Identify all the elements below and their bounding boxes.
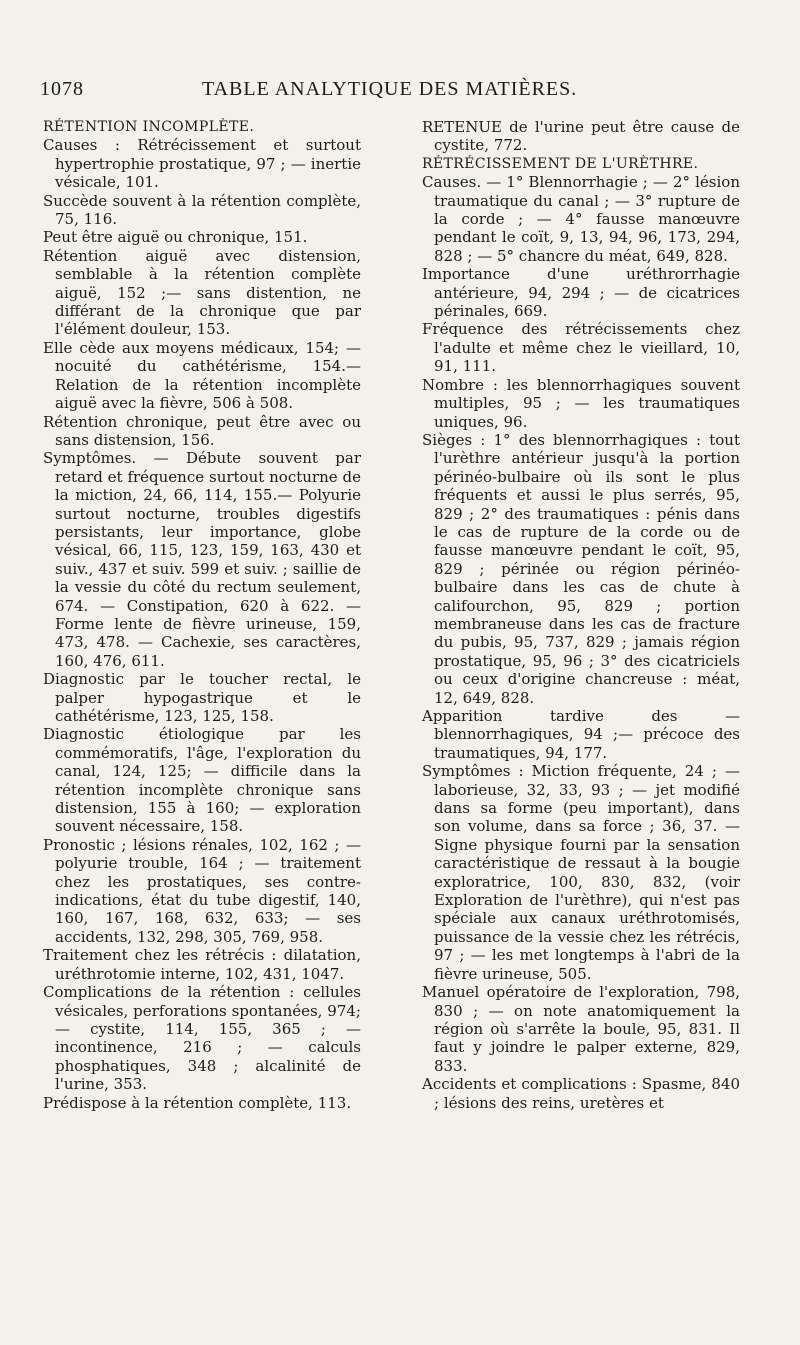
index-entry: Peut être aiguë ou chronique, 151. — [43, 228, 308, 247]
index-heading: RÉTENTION INCOMPLÈTE. — [43, 119, 255, 135]
index-entry: Symptômes. — Débute souvent par retard et fréquence surtout nocturne de la miction, 24, 66, 114, 155.— Polyurie surtout nocturne, troubles digestifs persistants, leur importance, globe vésical, 66, 115, 123, 159, 163, 430 et suiv., 437 et suiv. 599 et suiv. ; saillie de la vessie du côté du rectum seulement, 674. — Constipation, 620 à 622. — Forme lente de fièvre urineuse, 159, 473, 478. — Cachexie, ses caractères, 160, 476, 611. — [43, 449, 361, 670]
index-entry: Rétention aiguë avec distension, semblable à la rétention complète aiguë, 152 ;— sans distention, ne différant de la chronique que par l'élément douleur, 153. — [43, 246, 361, 339]
index-entry: Diagnostic par le toucher rectal, le palper hypogastrique et le cathétérisme, 123, 125, 158. — [43, 670, 361, 725]
running-header — [40, 78, 770, 108]
index-entry: Diagnostic étiologique par les commémoratifs, l'âge, l'exploration du canal, 124, 125; — difficile dans la rétention incomplète chronique sans distension, 155 à 160; — exploration souvent nécessaire, 158. — [43, 725, 361, 836]
index-entry: Importance d'une uréthrorrhagie antérieure, 94, 294 ; — de cicatrices périnales, 669. — [422, 265, 740, 321]
index-entry: Complications de la rétention : cellules vésicales, perforations spontanées, 974; — cystite, 114, 155, 365 ; — incontinence, 216 ; — calculs phosphatiques, 348 ; alcalinité de l'urine, 353. — [43, 983, 361, 1094]
index-entry: Nombre : les blennorrhagiques souvent multiples, 95 ; — les traumatiques uniques, 96. — [422, 375, 740, 431]
index-entry: Accidents et complications : Spasme, 840 ; lésions des reins, uretères et — [422, 1075, 740, 1112]
running-title: TABLE ANALYTIQUE DES MATIÈRES. — [202, 78, 578, 100]
index-entry: Elle cède aux moyens médicaux, 154; — nocuité du cathétérisme, 154.— Relation de la rétention incomplète aiguë avec la fièvre, 506 à 508. — [43, 338, 361, 413]
index-entry: Succède souvent à la rétention complète, 75, 116. — [43, 191, 361, 229]
index-entry: Rétention chronique, peut être avec ou sans distension, 156. — [43, 412, 361, 449]
index-entry: Causes. — 1° Blennorrhagie ; — 2° lésion traumatique du canal ; — 3° rupture de la corde ; — 4° fausse manœuvre pendant le coït, 9, 13, 94, 96, 173, 294, 828 ; — 5° chancre du méat, 649, 828. — [422, 173, 740, 265]
index-entry: Pronostic ; lésions rénales, 102, 162 ; — polyurie trouble, 164 ; — traitement chez les prostatiques, ses contre-indications, état du tube digestif, 140, 160, 167, 168, 632, 633; — ses accidents, 132, 298, 305, 769, 958. — [43, 835, 361, 946]
page-number: 1078 — [40, 78, 84, 100]
index-heading: RÉTRÉCISSEMENT DE L'URÈTHRE. — [422, 155, 699, 172]
left-column — [43, 118, 361, 1112]
index-entry: Apparition tardive des —blennorrhagiques, 94 ;— précoce des traumatiques, 94, 177. — [422, 707, 740, 762]
right-column — [422, 118, 740, 1112]
index-entry: Manuel opératoire de l'exploration, 798, 830 ; — on note anatomiquement la région où s'arrête la boule, 95, 831. Il faut y joindre le palper externe, 829, 833. — [422, 983, 740, 1075]
index-entry: Sièges : 1° des blennorrhagiques : tout l'urèthre antérieur jusqu'à la portion périnéo-bulbaire où ils sont le plus fréquents et aussi le plus serrés, 95, 829 ; 2° des traumatiques : pénis dans le cas de rupture de la corde ou de fausse manœuvre pendant le coït, 95, 829 ; périnée ou région périnéo-bulbaire dans les cas de chute à califourchon, 95, 829 ; portion membraneuse dans les cas de fracture du pubis, 95, 737, 829 ; jamais région prostatique, 95, 96 ; 3° des cicatriciels ou ceux d'origine chancreuse : méat, 12, 649, 828. — [422, 430, 740, 707]
index-entry: Causes : Rétrécissement et surtout hypertrophie prostatique, 97 ; — inertie vésicale, 101. — [43, 136, 361, 192]
index-entry: Traitement chez les rétrécis : dilatation, uréthrotomie interne, 102, 431, 1047. — [43, 946, 361, 983]
index-entry: RETENUE de l'urine peut être cause de cystite, 772. — [422, 118, 740, 155]
index-entry: Fréquence des rétrécissements chez l'adulte et même chez le vieillard, 10, 91, 111. — [422, 320, 740, 376]
index-entry: Prédispose à la rétention complète, 113. — [43, 1093, 352, 1112]
index-entry: Symptômes : Miction fréquente, 24 ; — laborieuse, 32, 33, 93 ; — jet modifié dans sa forme (peu important), dans son volume, dans sa force ; 36, 37. — Signe physique fourni par la sensation caractéristique de ressaut à la bougie exploratrice, 100, 830, 832, (voir Exploration de l'urèthre), qui n'est pas spéciale aux canaux uréthrotomisés, puissance de la vessie chez les rétrécis, 97 ; — les met longtemps à l'abri de la fièvre urineuse, 505. — [422, 762, 740, 983]
